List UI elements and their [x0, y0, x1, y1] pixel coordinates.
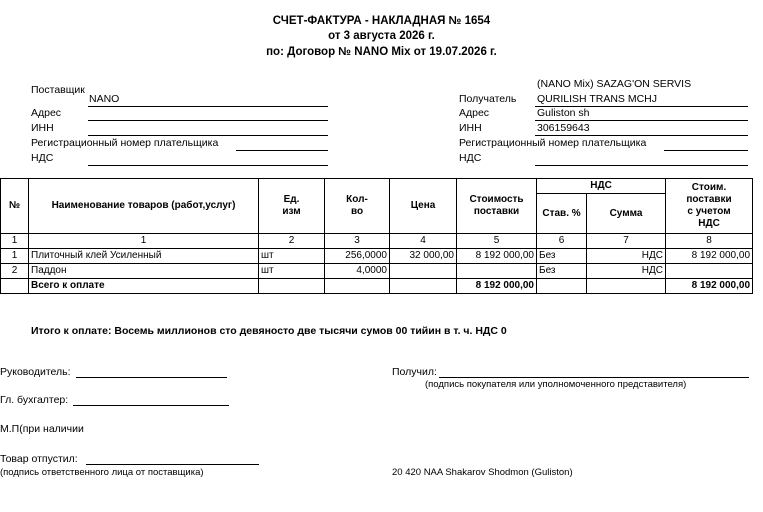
header-cost: Стоимость поставки [457, 179, 537, 234]
received-label: Получил: [392, 366, 437, 378]
col-number: 3 [325, 234, 390, 249]
total-row [1, 279, 753, 294]
released-label: Товар отпустил: [0, 453, 78, 465]
row-cost [457, 264, 537, 279]
header-total: Стоим. поставки с учетом НДС [666, 179, 753, 234]
accountant-label: Гл. бухгалтер: [0, 394, 69, 406]
header-vat-rate: Став. % [537, 194, 587, 234]
supplier-line [88, 106, 328, 107]
recipient-label: Получатель [459, 93, 517, 105]
row-vat-rate: Без [537, 264, 587, 279]
accountant-sign-line [73, 405, 229, 406]
row-price [390, 264, 457, 279]
col-number: 1 [1, 234, 29, 249]
recipient-inn-line [535, 135, 748, 136]
table-row [1, 264, 753, 279]
header-name: Наименование товаров (работ,услуг) [29, 179, 259, 234]
row-vat-sum: НДС [587, 264, 666, 279]
recipient-value-line2: QURILISH TRANS MCHJ [537, 93, 657, 105]
supplier-address-label: Адрес [31, 107, 62, 119]
summary-text: Итого к оплате: Восемь миллионов сто девяносто две тысячи сумов 00 тийин в т. ч. НДС 0 [31, 325, 507, 337]
row-num: 1 [1, 249, 29, 264]
recipient-inn-label: ИНН [459, 122, 482, 134]
header-unit: Ед. изм [259, 179, 325, 234]
header-vat: НДС [537, 179, 666, 194]
supplier-reg-line [236, 150, 328, 151]
released-note: (подпись ответственного лица от поставщика) [0, 467, 204, 478]
supplier-reg-label: Регистрационный номер плательщика [31, 137, 219, 149]
row-unit: шт [259, 264, 325, 279]
recipient-vat-label: НДС [459, 152, 482, 164]
supplier-vat-line [88, 165, 328, 166]
recipient-vat-line [535, 165, 748, 166]
stamp-label: М.П(при наличии [0, 423, 84, 435]
invoice-contract: по: Договор № NANO Mix от 19.07.2026 г. [266, 46, 497, 58]
row-name: Паддон [29, 264, 259, 279]
total-sum: 8 192 000,00 [666, 279, 753, 294]
supplier-inn-line [88, 135, 328, 136]
director-label: Руководитель: [0, 366, 71, 378]
header-vat-sum: Сумма [587, 194, 666, 234]
recipient-address-line [535, 120, 748, 121]
row-price: 32 000,00 [390, 249, 457, 264]
recipient-address-value: Guliston sh [537, 107, 590, 119]
received-note: (подпись покупателя или уполномоченного представителя) [425, 379, 687, 390]
director-sign-line [76, 377, 227, 378]
header-qty: Кол- во [325, 179, 390, 234]
row-qty: 4,0000 [325, 264, 390, 279]
recipient-value-line1: (NANO Mix) SAZAG'ON SERVIS [537, 78, 692, 90]
col-number: 1 [29, 234, 259, 249]
row-cost: 8 192 000,00 [457, 249, 537, 264]
invoice-date: от 3 августа 2026 г. [328, 30, 435, 42]
items-table [0, 178, 753, 294]
header-num: № [1, 179, 29, 234]
header-price: Цена [390, 179, 457, 234]
row-total: 8 192 000,00 [666, 249, 753, 264]
col-number: 6 [537, 234, 587, 249]
driver-info: 20 420 NAA Shakarov Shodmon (Guliston) [392, 467, 573, 478]
col-number: 7 [587, 234, 666, 249]
col-number: 2 [259, 234, 325, 249]
col-number: 4 [390, 234, 457, 249]
supplier-inn-label: ИНН [31, 122, 54, 134]
row-unit: шт [259, 249, 325, 264]
supplier-vat-label: НДС [31, 152, 54, 164]
recipient-reg-label: Регистрационный номер плательщика [459, 137, 647, 149]
row-qty: 256,0000 [325, 249, 390, 264]
table-row [1, 249, 753, 264]
total-cost: 8 192 000,00 [457, 279, 537, 294]
recipient-reg-line [664, 150, 748, 151]
released-sign-line [86, 464, 259, 465]
received-sign-line [439, 377, 749, 378]
row-vat-sum: НДС [587, 249, 666, 264]
col-number: 8 [666, 234, 753, 249]
invoice-title: СЧЕТ-ФАКТУРА - НАКЛАДНАЯ № 1654 [272, 15, 491, 27]
col-number: 5 [457, 234, 537, 249]
supplier-label: Поставщик [31, 84, 85, 96]
row-num: 2 [1, 264, 29, 279]
supplier-address-line [88, 120, 328, 121]
total-label: Всего к оплате [29, 279, 259, 294]
recipient-inn-value: 306159643 [537, 122, 590, 134]
recipient-address-label: Адрес [459, 107, 490, 119]
row-vat-rate: Без [537, 249, 587, 264]
row-total [666, 264, 753, 279]
row-name: Плиточный клей Усиленный [29, 249, 259, 264]
supplier-value: NANO [89, 93, 120, 105]
